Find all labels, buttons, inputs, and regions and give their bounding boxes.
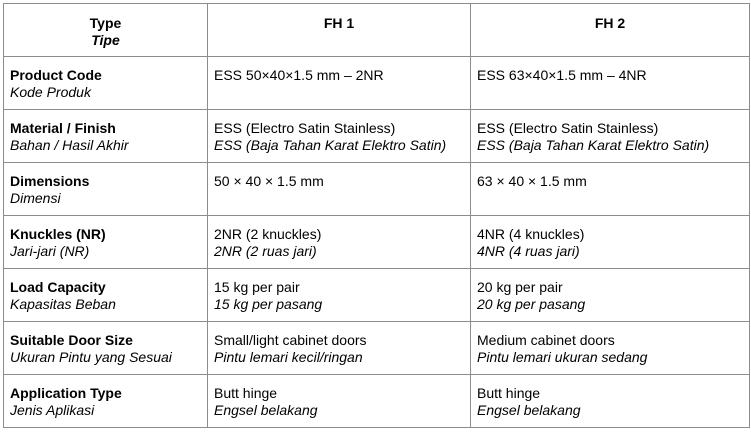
row-fh1-cell <box>208 322 471 375</box>
row-label-en: Dimensions <box>10 173 90 189</box>
row-fh2-cell <box>471 269 750 322</box>
row-fh2-cell <box>471 57 750 110</box>
header-fh1: FH 1 <box>208 4 471 57</box>
spec-table <box>3 3 750 428</box>
table-row <box>4 216 750 269</box>
row-label-cell <box>4 375 208 428</box>
row-label-id: Jari-jari (NR) <box>10 243 90 259</box>
row-label-id: Jenis Aplikasi <box>10 402 95 418</box>
row-label-id: Dimensi <box>10 190 61 206</box>
header-type-en: Type <box>89 15 122 31</box>
row-label-cell <box>4 110 208 163</box>
table-row <box>4 269 750 322</box>
row-fh2-en: ESS (Electro Satin Stainless) <box>477 120 659 136</box>
row-fh2-id: 4NR (4 ruas jari) <box>477 243 580 259</box>
row-fh1-en: ESS (Electro Satin Stainless) <box>214 120 396 136</box>
row-fh2-en: 63 × 40 × 1.5 mm <box>477 173 587 189</box>
row-fh1-en: ESS 50×40×1.5 mm – 2NR <box>214 67 384 83</box>
row-fh1-en: 15 kg per pair <box>214 279 300 295</box>
row-fh2-en: Butt hinge <box>477 385 541 401</box>
row-fh2-id: ESS (Baja Tahan Karat Elektro Satin) <box>477 137 710 153</box>
row-fh2-id: 20 kg per pasang <box>477 296 586 312</box>
row-fh1-en: Butt hinge <box>214 385 278 401</box>
header-type-cell <box>4 4 208 57</box>
row-label-cell <box>4 57 208 110</box>
row-fh2-en: 20 kg per pair <box>477 279 563 295</box>
row-label-en: Knuckles (NR) <box>10 226 106 242</box>
row-fh1-cell <box>208 163 471 216</box>
row-fh1-id: Engsel belakang <box>214 402 318 418</box>
row-label-en: Application Type <box>10 385 122 401</box>
row-fh1-id: Pintu lemari kecil/ringan <box>214 349 363 365</box>
row-label-id: Kode Produk <box>10 84 91 100</box>
row-label-en: Suitable Door Size <box>10 332 133 348</box>
row-label-id: Bahan / Hasil Akhir <box>10 137 129 153</box>
row-fh1-en: 50 × 40 × 1.5 mm <box>214 173 324 189</box>
table-row <box>4 375 750 428</box>
row-fh2-cell <box>471 110 750 163</box>
row-fh2-id: Engsel belakang <box>477 402 581 418</box>
row-fh1-cell <box>208 375 471 428</box>
row-label-cell <box>4 163 208 216</box>
row-label-cell <box>4 216 208 269</box>
row-fh1-en: Small/light cabinet doors <box>214 332 367 348</box>
row-fh1-cell <box>208 57 471 110</box>
row-label-cell <box>4 269 208 322</box>
row-fh2-en: 4NR (4 knuckles) <box>477 226 585 242</box>
header-fh2: FH 2 <box>471 4 750 57</box>
header-type-id: Tipe <box>91 32 120 48</box>
row-fh2-en: ESS 63×40×1.5 mm – 4NR <box>477 67 647 83</box>
row-label-id: Kapasitas Beban <box>10 296 116 312</box>
row-fh1-en: 2NR (2 knuckles) <box>214 226 322 242</box>
row-label-cell <box>4 322 208 375</box>
row-label-en: Load Capacity <box>10 279 106 295</box>
row-fh2-id: Pintu lemari ukuran sedang <box>477 349 648 365</box>
row-label-id: Ukuran Pintu yang Sesuai <box>10 349 172 365</box>
row-fh1-cell <box>208 216 471 269</box>
row-fh1-id: ESS (Baja Tahan Karat Elektro Satin) <box>214 137 447 153</box>
header-row <box>4 4 750 57</box>
row-fh1-cell <box>208 110 471 163</box>
table-row <box>4 322 750 375</box>
row-fh1-id: 15 kg per pasang <box>214 296 323 312</box>
row-fh2-cell <box>471 322 750 375</box>
table-row <box>4 110 750 163</box>
row-fh1-id: 2NR (2 ruas jari) <box>214 243 317 259</box>
row-fh2-cell <box>471 163 750 216</box>
row-fh1-cell <box>208 269 471 322</box>
row-fh2-cell <box>471 216 750 269</box>
row-label-en: Material / Finish <box>10 120 116 136</box>
row-fh2-en: Medium cabinet doors <box>477 332 615 348</box>
table-row <box>4 57 750 110</box>
table-row <box>4 163 750 216</box>
row-fh2-cell <box>471 375 750 428</box>
row-label-en: Product Code <box>10 67 102 83</box>
